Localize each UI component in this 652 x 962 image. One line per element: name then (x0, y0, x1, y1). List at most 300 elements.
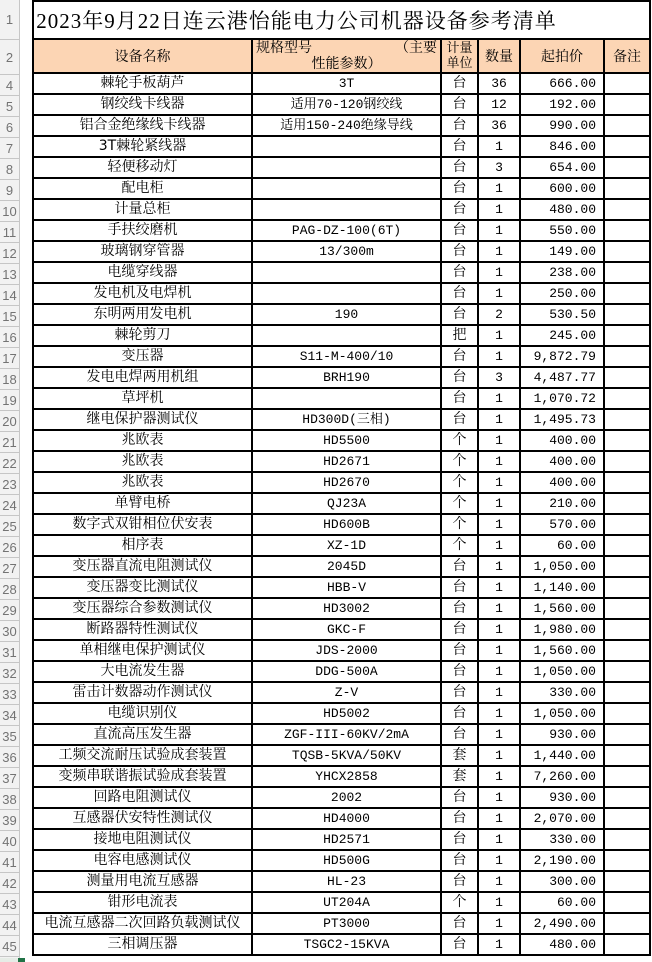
note-cell[interactable] (604, 514, 650, 535)
qty-cell[interactable]: 1 (478, 325, 520, 346)
row-header-partial-next-row[interactable] (0, 958, 20, 962)
price-cell[interactable]: 1,980.00 (520, 619, 604, 640)
spec-cell[interactable]: HD600B (252, 514, 441, 535)
note-cell[interactable] (604, 409, 650, 430)
qty-cell[interactable]: 1 (478, 703, 520, 724)
device-name-cell[interactable]: 接地电阻测试仪 (33, 829, 252, 850)
row-header[interactable]: 29 (0, 600, 19, 621)
price-cell[interactable]: 930.00 (520, 787, 604, 808)
spec-cell[interactable]: HD500G (252, 850, 441, 871)
qty-cell[interactable]: 1 (478, 472, 520, 493)
price-cell[interactable]: 1,560.00 (520, 598, 604, 619)
unit-cell[interactable]: 台 (441, 598, 478, 619)
price-cell[interactable]: 400.00 (520, 430, 604, 451)
unit-cell[interactable]: 套 (441, 745, 478, 766)
unit-cell[interactable]: 台 (441, 178, 478, 199)
row-header[interactable]: 14 (0, 285, 19, 306)
qty-cell[interactable]: 1 (478, 766, 520, 787)
row-header[interactable]: 18 (0, 369, 19, 390)
qty-cell[interactable]: 1 (478, 493, 520, 514)
device-name-cell[interactable]: 变压器变比测试仪 (33, 577, 252, 598)
row-header[interactable]: 37 (0, 768, 19, 789)
price-cell[interactable]: 330.00 (520, 829, 604, 850)
unit-cell[interactable]: 台 (441, 220, 478, 241)
row-header[interactable]: 40 (0, 831, 19, 852)
row-header[interactable]: 32 (0, 663, 19, 684)
qty-cell[interactable]: 1 (478, 409, 520, 430)
row-header[interactable]: 13 (0, 264, 19, 285)
spec-cell[interactable]: BRH190 (252, 367, 441, 388)
row-header[interactable]: 11 (0, 222, 19, 243)
device-name-cell[interactable]: 测量用电流互感器 (33, 871, 252, 892)
price-cell[interactable]: 930.00 (520, 724, 604, 745)
price-cell[interactable]: 550.00 (520, 220, 604, 241)
device-name-cell[interactable]: 轻便移动灯 (33, 157, 252, 178)
price-cell[interactable]: 530.50 (520, 304, 604, 325)
price-cell[interactable]: 400.00 (520, 451, 604, 472)
row-header[interactable]: 27 (0, 558, 19, 579)
row-header[interactable]: 17 (0, 348, 19, 369)
unit-cell[interactable]: 台 (441, 115, 478, 136)
row-header[interactable]: 34 (0, 705, 19, 726)
row-header[interactable]: 4 (0, 75, 19, 96)
note-cell[interactable] (604, 325, 650, 346)
unit-cell[interactable]: 个 (441, 535, 478, 556)
device-name-cell[interactable]: 发电电焊两用机组 (33, 367, 252, 388)
spec-cell[interactable]: 适用150-240绝缘导线 (252, 115, 441, 136)
note-cell[interactable] (604, 913, 650, 934)
price-cell[interactable]: 238.00 (520, 262, 604, 283)
qty-cell[interactable]: 1 (478, 346, 520, 367)
device-name-cell[interactable]: 变压器 (33, 346, 252, 367)
note-cell[interactable] (604, 724, 650, 745)
row-header[interactable]: 21 (0, 432, 19, 453)
spec-cell[interactable]: QJ23A (252, 493, 441, 514)
device-name-cell[interactable]: 变压器直流电阻测试仪 (33, 556, 252, 577)
spec-cell[interactable] (252, 157, 441, 178)
device-name-cell[interactable]: 棘轮手板葫芦 (33, 73, 252, 94)
spec-cell[interactable]: HD2571 (252, 829, 441, 850)
note-cell[interactable] (604, 220, 650, 241)
price-cell[interactable]: 480.00 (520, 934, 604, 955)
price-cell[interactable]: 192.00 (520, 94, 604, 115)
row-header[interactable]: 44 (0, 915, 19, 936)
qty-cell[interactable]: 1 (478, 388, 520, 409)
device-name-cell[interactable]: 回路电阻测试仪 (33, 787, 252, 808)
qty-cell[interactable]: 1 (478, 514, 520, 535)
row-header[interactable]: 6 (0, 117, 19, 138)
row-header[interactable]: 8 (0, 159, 19, 180)
note-cell[interactable] (604, 598, 650, 619)
unit-cell[interactable]: 套 (441, 766, 478, 787)
unit-cell[interactable]: 台 (441, 283, 478, 304)
col-header-spec[interactable] (252, 39, 441, 73)
note-cell[interactable] (604, 556, 650, 577)
spec-cell[interactable]: UT204A (252, 892, 441, 913)
note-cell[interactable] (604, 136, 650, 157)
unit-cell[interactable]: 个 (441, 451, 478, 472)
spec-cell[interactable]: XZ-1D (252, 535, 441, 556)
note-cell[interactable] (604, 871, 650, 892)
device-name-cell[interactable]: 数字式双钳相位伏安表 (33, 514, 252, 535)
device-name-cell[interactable]: 工频交流耐压试验成套装置 (33, 745, 252, 766)
note-cell[interactable] (604, 640, 650, 661)
price-cell[interactable]: 570.00 (520, 514, 604, 535)
unit-cell[interactable]: 台 (441, 73, 478, 94)
row-header[interactable]: 42 (0, 873, 19, 894)
col-header-price[interactable]: 起拍价 (520, 39, 604, 73)
device-name-cell[interactable]: 钢绞线卡线器 (33, 94, 252, 115)
note-cell[interactable] (604, 535, 650, 556)
spec-cell[interactable] (252, 199, 441, 220)
note-cell[interactable] (604, 745, 650, 766)
row-header[interactable]: 38 (0, 789, 19, 810)
row-header[interactable]: 12 (0, 243, 19, 264)
price-cell[interactable]: 480.00 (520, 199, 604, 220)
unit-cell[interactable]: 台 (441, 367, 478, 388)
row-header[interactable]: 25 (0, 516, 19, 537)
row-header[interactable]: 16 (0, 327, 19, 348)
spec-cell[interactable]: DDG-500A (252, 661, 441, 682)
spec-cell[interactable]: S11-M-400/10 (252, 346, 441, 367)
price-cell[interactable]: 1,140.00 (520, 577, 604, 598)
spec-cell[interactable]: YHCX2858 (252, 766, 441, 787)
row-header[interactable]: 41 (0, 852, 19, 873)
row-header[interactable]: 36 (0, 747, 19, 768)
qty-cell[interactable]: 1 (478, 178, 520, 199)
device-name-cell[interactable]: 草坪机 (33, 388, 252, 409)
note-cell[interactable] (604, 661, 650, 682)
price-cell[interactable]: 149.00 (520, 241, 604, 262)
price-cell[interactable]: 60.00 (520, 535, 604, 556)
spec-cell[interactable]: HD5002 (252, 703, 441, 724)
unit-cell[interactable]: 个 (441, 493, 478, 514)
note-cell[interactable] (604, 94, 650, 115)
note-cell[interactable] (604, 199, 650, 220)
qty-cell[interactable]: 1 (478, 850, 520, 871)
row-header[interactable]: 7 (0, 138, 19, 159)
qty-cell[interactable]: 1 (478, 283, 520, 304)
row-header[interactable]: 45 (0, 936, 19, 957)
spec-cell[interactable]: HD300D(三相) (252, 409, 441, 430)
unit-cell[interactable]: 台 (441, 577, 478, 598)
device-name-cell[interactable]: 兆欧表 (33, 451, 252, 472)
row-header[interactable]: 5 (0, 96, 19, 117)
device-name-cell[interactable]: 铝合金绝缘线卡线器 (33, 115, 252, 136)
spec-cell[interactable]: ZGF-III-60KV/2mA (252, 724, 441, 745)
price-cell[interactable]: 846.00 (520, 136, 604, 157)
spec-cell[interactable]: PT3000 (252, 913, 441, 934)
note-cell[interactable] (604, 346, 650, 367)
unit-cell[interactable]: 台 (441, 241, 478, 262)
qty-cell[interactable]: 1 (478, 451, 520, 472)
unit-cell[interactable]: 台 (441, 157, 478, 178)
row-header[interactable]: 2 (0, 40, 19, 75)
note-cell[interactable] (604, 157, 650, 178)
qty-cell[interactable]: 1 (478, 577, 520, 598)
price-cell[interactable]: 654.00 (520, 157, 604, 178)
note-cell[interactable] (604, 619, 650, 640)
price-cell[interactable]: 245.00 (520, 325, 604, 346)
device-name-cell[interactable]: 东明两用发电机 (33, 304, 252, 325)
device-name-cell[interactable]: 三相调压器 (33, 934, 252, 955)
note-cell[interactable] (604, 829, 650, 850)
row-header[interactable]: 43 (0, 894, 19, 915)
note-cell[interactable] (604, 367, 650, 388)
price-cell[interactable]: 1,050.00 (520, 556, 604, 577)
device-name-cell[interactable]: 变压器综合参数测试仪 (33, 598, 252, 619)
row-header[interactable]: 9 (0, 180, 19, 201)
col-header-device-name[interactable]: 设备名称 (33, 39, 252, 73)
row-header[interactable]: 30 (0, 621, 19, 642)
unit-cell[interactable]: 台 (441, 346, 478, 367)
qty-cell[interactable]: 1 (478, 535, 520, 556)
spec-cell[interactable] (252, 325, 441, 346)
price-cell[interactable]: 1,050.00 (520, 703, 604, 724)
note-cell[interactable] (604, 682, 650, 703)
unit-cell[interactable]: 台 (441, 619, 478, 640)
row-header[interactable]: 15 (0, 306, 19, 327)
row-header[interactable]: 33 (0, 684, 19, 705)
price-cell[interactable]: 1,070.72 (520, 388, 604, 409)
price-cell[interactable]: 7,260.00 (520, 766, 604, 787)
note-cell[interactable] (604, 283, 650, 304)
unit-cell[interactable]: 台 (441, 388, 478, 409)
device-name-cell[interactable]: 3T棘轮紧线器 (33, 136, 252, 157)
qty-cell[interactable]: 1 (478, 661, 520, 682)
device-name-cell[interactable]: 电容电感测试仪 (33, 850, 252, 871)
device-name-cell[interactable]: 配电柜 (33, 178, 252, 199)
spec-cell[interactable]: GKC-F (252, 619, 441, 640)
note-cell[interactable] (604, 241, 650, 262)
unit-cell[interactable]: 台 (441, 808, 478, 829)
qty-cell[interactable]: 3 (478, 157, 520, 178)
qty-cell[interactable]: 1 (478, 556, 520, 577)
spec-cell[interactable]: 2045D (252, 556, 441, 577)
qty-cell[interactable]: 1 (478, 619, 520, 640)
qty-cell[interactable]: 1 (478, 745, 520, 766)
note-cell[interactable] (604, 304, 650, 325)
row-header[interactable]: 19 (0, 390, 19, 411)
note-cell[interactable] (604, 388, 650, 409)
price-cell[interactable]: 9,872.79 (520, 346, 604, 367)
device-name-cell[interactable]: 断路器特性测试仪 (33, 619, 252, 640)
spec-cell[interactable]: 190 (252, 304, 441, 325)
qty-cell[interactable]: 1 (478, 892, 520, 913)
spec-cell[interactable] (252, 178, 441, 199)
spec-cell[interactable] (252, 388, 441, 409)
qty-cell[interactable]: 1 (478, 829, 520, 850)
qty-cell[interactable]: 1 (478, 262, 520, 283)
qty-cell[interactable]: 1 (478, 199, 520, 220)
row-header[interactable]: 35 (0, 726, 19, 747)
price-cell[interactable]: 1,440.00 (520, 745, 604, 766)
price-cell[interactable]: 2,490.00 (520, 913, 604, 934)
spec-cell[interactable]: JDS-2000 (252, 640, 441, 661)
note-cell[interactable] (604, 577, 650, 598)
qty-cell[interactable]: 36 (478, 73, 520, 94)
spec-cell[interactable]: Z-V (252, 682, 441, 703)
row-header[interactable]: 24 (0, 495, 19, 516)
qty-cell[interactable]: 2 (478, 304, 520, 325)
row-header[interactable]: 10 (0, 201, 19, 222)
qty-cell[interactable]: 1 (478, 724, 520, 745)
unit-cell[interactable]: 台 (441, 409, 478, 430)
price-cell[interactable]: 1,495.73 (520, 409, 604, 430)
qty-cell[interactable]: 12 (478, 94, 520, 115)
device-name-cell[interactable]: 继电保护器测试仪 (33, 409, 252, 430)
spec-cell[interactable]: HD3002 (252, 598, 441, 619)
device-name-cell[interactable]: 电缆识别仪 (33, 703, 252, 724)
spec-cell[interactable]: PAG-DZ-100(6T) (252, 220, 441, 241)
unit-cell[interactable]: 台 (441, 829, 478, 850)
qty-cell[interactable]: 1 (478, 871, 520, 892)
unit-cell[interactable]: 台 (441, 871, 478, 892)
device-name-cell[interactable]: 手扶绞磨机 (33, 220, 252, 241)
qty-cell[interactable]: 1 (478, 640, 520, 661)
row-header[interactable]: 26 (0, 537, 19, 558)
device-name-cell[interactable]: 单臂电桥 (33, 493, 252, 514)
spec-cell[interactable]: HD2671 (252, 451, 441, 472)
spec-cell[interactable]: TSGC2-15KVA (252, 934, 441, 955)
note-cell[interactable] (604, 115, 650, 136)
price-cell[interactable]: 300.00 (520, 871, 604, 892)
qty-cell[interactable]: 3 (478, 367, 520, 388)
row-header[interactable]: 31 (0, 642, 19, 663)
unit-cell[interactable]: 台 (441, 724, 478, 745)
unit-cell[interactable]: 台 (441, 199, 478, 220)
unit-cell[interactable]: 台 (441, 556, 478, 577)
device-name-cell[interactable]: 雷击计数器动作测试仪 (33, 682, 252, 703)
price-cell[interactable]: 400.00 (520, 472, 604, 493)
price-cell[interactable]: 330.00 (520, 682, 604, 703)
spec-cell[interactable]: HD4000 (252, 808, 441, 829)
qty-cell[interactable]: 1 (478, 787, 520, 808)
unit-cell[interactable]: 台 (441, 682, 478, 703)
spec-cell[interactable] (252, 262, 441, 283)
spec-cell[interactable]: 2002 (252, 787, 441, 808)
price-cell[interactable]: 990.00 (520, 115, 604, 136)
spec-cell[interactable]: HD2670 (252, 472, 441, 493)
device-name-cell[interactable]: 直流高压发生器 (33, 724, 252, 745)
qty-cell[interactable]: 1 (478, 136, 520, 157)
device-name-cell[interactable]: 变频串联谐振试验成套装置 (33, 766, 252, 787)
spec-cell[interactable]: HBB-V (252, 577, 441, 598)
note-cell[interactable] (604, 73, 650, 94)
device-name-cell[interactable]: 相序表 (33, 535, 252, 556)
unit-cell[interactable]: 台 (441, 640, 478, 661)
price-cell[interactable]: 2,190.00 (520, 850, 604, 871)
device-name-cell[interactable]: 兆欧表 (33, 472, 252, 493)
qty-cell[interactable]: 1 (478, 598, 520, 619)
device-name-cell[interactable]: 棘轮剪刀 (33, 325, 252, 346)
spec-cell[interactable]: 13/300m (252, 241, 441, 262)
price-cell[interactable]: 2,070.00 (520, 808, 604, 829)
spec-cell[interactable] (252, 136, 441, 157)
note-cell[interactable] (604, 262, 650, 283)
spec-cell[interactable]: TQSB-5KVA/50KV (252, 745, 441, 766)
unit-cell[interactable]: 台 (441, 703, 478, 724)
sheet-title[interactable]: 2023年9月22日连云港怡能电力公司机器设备参考清单 (33, 1, 650, 39)
unit-cell[interactable]: 台 (441, 850, 478, 871)
price-cell[interactable]: 1,050.00 (520, 661, 604, 682)
device-name-cell[interactable]: 兆欧表 (33, 430, 252, 451)
row-header[interactable]: 23 (0, 474, 19, 495)
note-cell[interactable] (604, 934, 650, 955)
qty-cell[interactable]: 1 (478, 808, 520, 829)
note-cell[interactable] (604, 850, 650, 871)
device-name-cell[interactable]: 单相继电保护测试仪 (33, 640, 252, 661)
price-cell[interactable]: 210.00 (520, 493, 604, 514)
note-cell[interactable] (604, 766, 650, 787)
unit-cell[interactable]: 台 (441, 262, 478, 283)
row-header[interactable]: 1 (0, 0, 19, 40)
device-name-cell[interactable]: 电流互感器二次回路负载测试仪 (33, 913, 252, 934)
note-cell[interactable] (604, 703, 650, 724)
qty-cell[interactable]: 1 (478, 913, 520, 934)
spec-cell[interactable]: HD5500 (252, 430, 441, 451)
note-cell[interactable] (604, 472, 650, 493)
unit-cell[interactable]: 个 (441, 514, 478, 535)
unit-cell[interactable]: 台 (441, 787, 478, 808)
unit-cell[interactable]: 台 (441, 136, 478, 157)
spec-cell[interactable]: 适用70-120钢绞线 (252, 94, 441, 115)
note-cell[interactable] (604, 808, 650, 829)
qty-cell[interactable]: 1 (478, 220, 520, 241)
note-cell[interactable] (604, 787, 650, 808)
spec-cell[interactable]: HL-23 (252, 871, 441, 892)
price-cell[interactable]: 666.00 (520, 73, 604, 94)
spec-cell[interactable] (252, 283, 441, 304)
price-cell[interactable]: 600.00 (520, 178, 604, 199)
device-name-cell[interactable]: 电缆穿线器 (33, 262, 252, 283)
price-cell[interactable]: 4,487.77 (520, 367, 604, 388)
note-cell[interactable] (604, 892, 650, 913)
unit-cell[interactable]: 台 (441, 94, 478, 115)
row-header[interactable]: 39 (0, 810, 19, 831)
device-name-cell[interactable]: 钳形电流表 (33, 892, 252, 913)
price-cell[interactable]: 250.00 (520, 283, 604, 304)
unit-cell[interactable]: 个 (441, 472, 478, 493)
device-name-cell[interactable]: 发电机及电焊机 (33, 283, 252, 304)
col-header-qty[interactable]: 数量 (478, 39, 520, 73)
row-header[interactable]: 20 (0, 411, 19, 432)
note-cell[interactable] (604, 451, 650, 472)
qty-cell[interactable]: 36 (478, 115, 520, 136)
price-cell[interactable]: 60.00 (520, 892, 604, 913)
unit-cell[interactable]: 个 (441, 430, 478, 451)
qty-cell[interactable]: 1 (478, 430, 520, 451)
qty-cell[interactable]: 1 (478, 934, 520, 955)
unit-cell[interactable]: 台 (441, 913, 478, 934)
device-name-cell[interactable]: 大电流发生器 (33, 661, 252, 682)
unit-cell[interactable]: 台 (441, 934, 478, 955)
note-cell[interactable] (604, 430, 650, 451)
unit-cell[interactable]: 台 (441, 304, 478, 325)
note-cell[interactable] (604, 493, 650, 514)
note-cell[interactable] (604, 178, 650, 199)
unit-cell[interactable]: 把 (441, 325, 478, 346)
spec-cell[interactable]: 3T (252, 73, 441, 94)
col-header-note[interactable]: 备注 (604, 39, 650, 73)
unit-cell[interactable]: 台 (441, 661, 478, 682)
unit-cell[interactable]: 个 (441, 892, 478, 913)
col-header-unit[interactable] (441, 39, 478, 73)
device-name-cell[interactable]: 互感器伏安特性测试仪 (33, 808, 252, 829)
row-header[interactable]: 22 (0, 453, 19, 474)
qty-cell[interactable]: 1 (478, 241, 520, 262)
qty-cell[interactable]: 1 (478, 682, 520, 703)
